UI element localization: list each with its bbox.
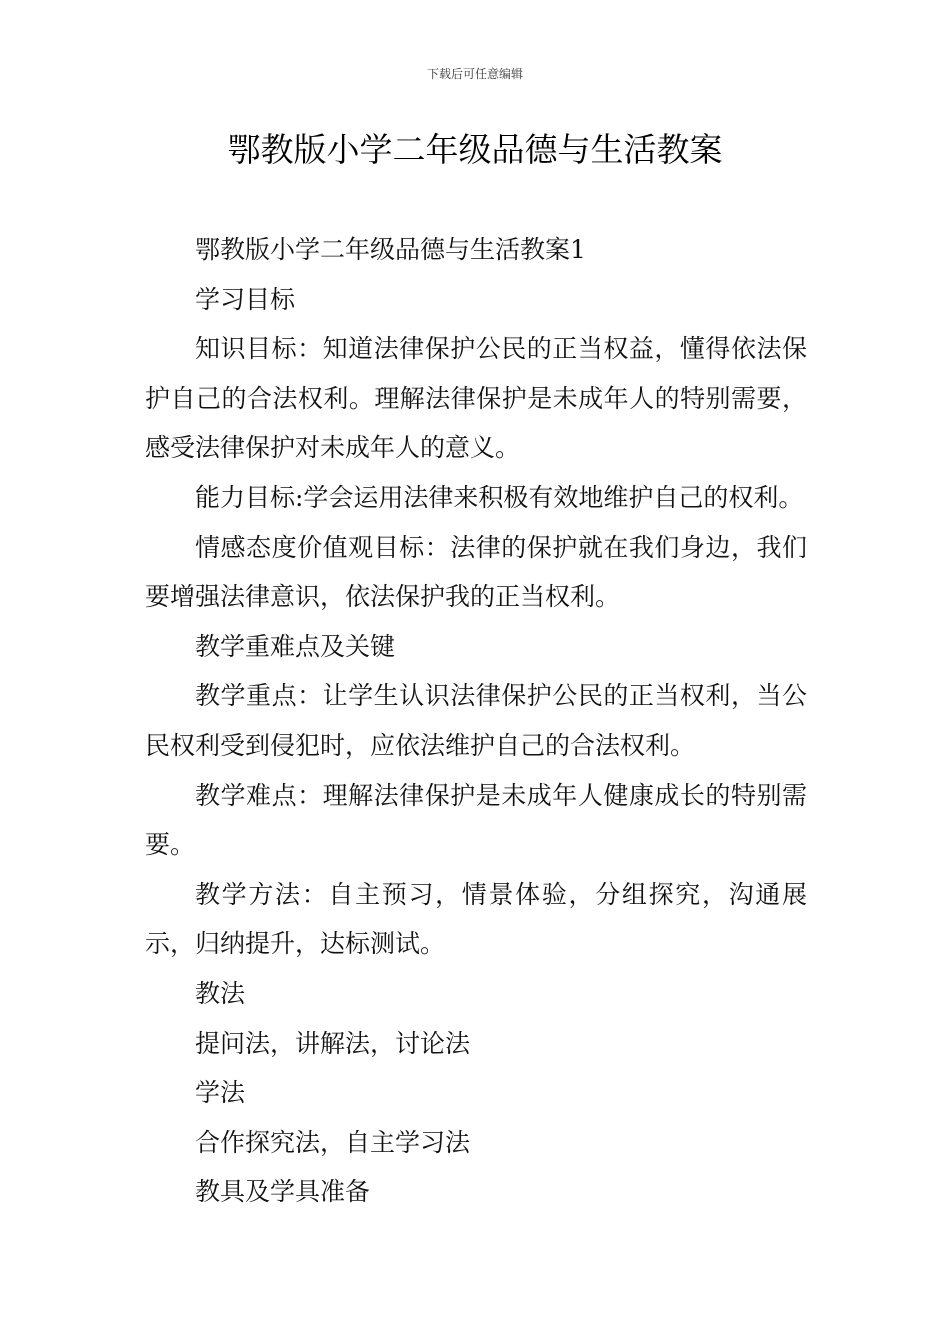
document-title: 鄂教版小学二年级品德与生活教案 [227,130,723,169]
attitude-goal-paragraph: 情感态度价值观目标：法律的保护就在我们身边，我们要增强法律意识，依法保护我的正当权利。 [145,532,807,612]
learning-method-list: 合作探究法，自主学习法 [195,1127,471,1157]
knowledge-goal-paragraph: 知识目标：知道法律保护公民的正当权益，懂得依法保护自己的合法权利。理解法律保护是未成年人的特别需要，感受法律保护对未成年人的意义。 [145,334,807,463]
section-heading-learning-goals: 学习目标 [195,284,296,314]
document-body [145,225,807,1217]
ability-goal-paragraph: 能力目标:学会运用法律来积极有效地维护自己的权利。 [195,482,804,512]
section-heading-teaching-method: 教法 [195,978,246,1008]
section-heading-key-points: 教学重难点及关键 [195,631,396,661]
teaching-focus-paragraph: 教学重点：让学生认识法律保护公民的正当权利，当公民权利受到侵犯时，应依法维护自己的合法权利。 [145,681,807,760]
section-heading-materials: 教具及学具准备 [195,1177,371,1207]
teaching-method-list: 提问法，讲解法，讨论法 [195,1028,471,1058]
header-note: 下载后可任意编辑 [426,67,523,81]
section-heading-learning-method: 学法 [195,1078,246,1108]
teaching-method-paragraph: 教学方法：自主预习，情景体验，分组探究，沟通展示，归纳提升，达标测试。 [145,879,807,959]
subtitle-paragraph: 鄂教版小学二年级品德与生活教案1 [195,235,586,264]
teaching-difficulty-paragraph: 教学难点：理解法律保护是未成年人健康成长的特别需要。 [145,780,807,860]
